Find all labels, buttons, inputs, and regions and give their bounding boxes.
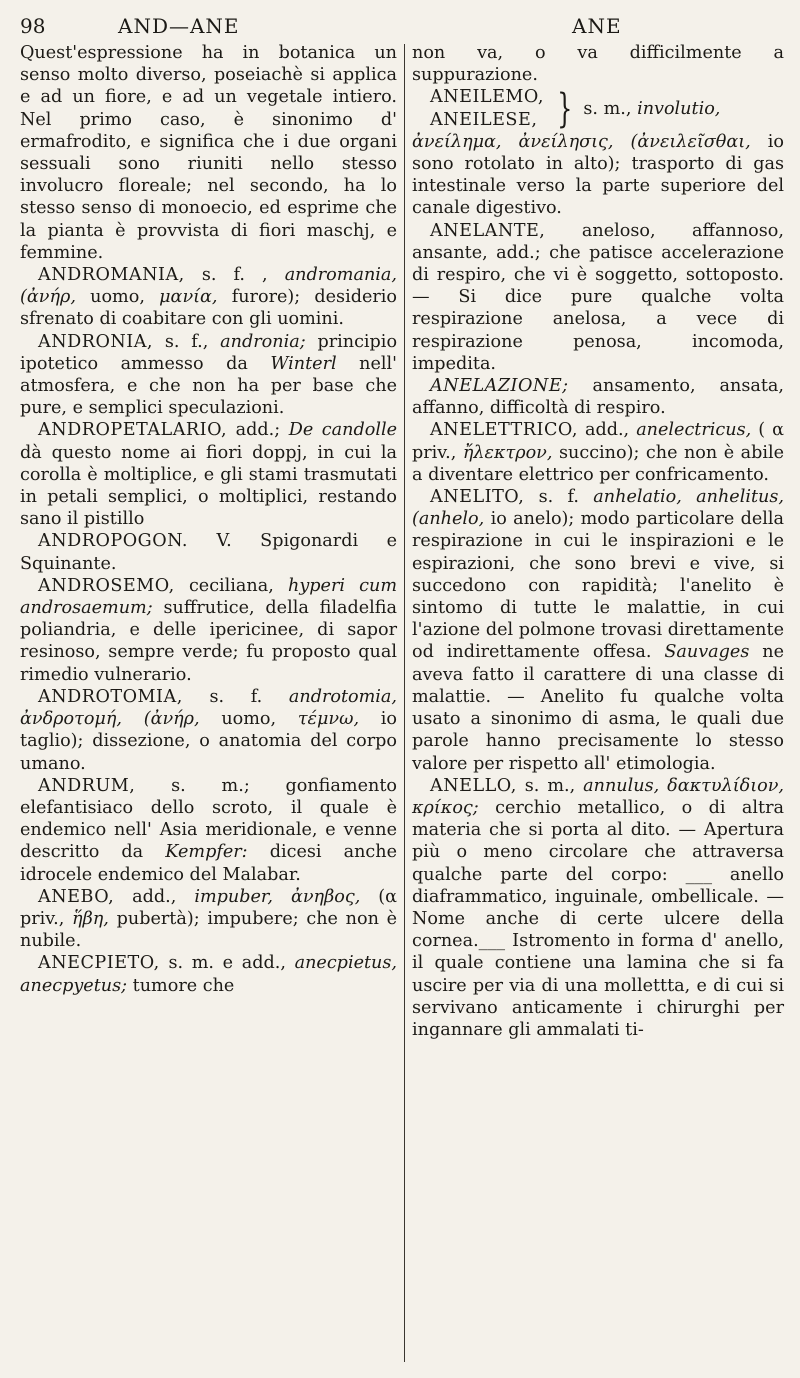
entry-androtomia: ANDROTOMIA, s. f. androtomia, ἀνδροτομή, (ἀνήρ, uomo, τέμνω, io taglio); dissezione, o anatomia del corpo umano. xyxy=(20,686,398,774)
continued-paragraph: non va, o va difficilmente a suppurazione. xyxy=(412,43,784,86)
continued-paragraph: Quest'espressione ha in botanica un senso molto diverso, poseiachè si applica e ad un fiore, e ad un vegetale intiero. Nel primo caso, è sinonimo d' ermafrodito, e significa che i due organi sessuali sono riuniti nello stesso involucro floreale; nel secondo, ha lo stesso senso di monoecio, ed esprime che la pianta è provvista di fiori maschj, e femmine. xyxy=(20,43,397,263)
entry-androsemo: ANDROSEMO, ceciliana, hyperi cum androsaemum; suffrutice, della filadelfia poliandria, e delle ipericinee, di sapor resinoso, sempre verde; fu proposto qual rimedio vulnerario. xyxy=(20,575,398,685)
entry-anelazione: ANELAZIONE; ansamento, ansata, affanno, difficoltà di respiro. xyxy=(412,376,784,419)
entry-anebo: ANEBO, add., impuber, ἀνηβος, (α priv., ἥβη, pubertà); impubere; che non è nubile. xyxy=(20,886,398,952)
headword: ANEILESE, xyxy=(430,109,538,130)
headword: ANEILEMO, xyxy=(430,87,544,108)
headword: ANDROTOMIA, xyxy=(38,686,183,707)
entry-anelito: ANELITO, s. f. anhelatio, anhelitus, (anhelo, io anelo); modo particolare della respirazione in cui le inspirazioni e le espirazioni, che sono brevi e vive, si succedono con rapidità; l'anelito è sintomo di tutte le malattie, in cui l'azione del polmone trovasi direttamente od indirettamente offesa. Sauvages ne aveva fatto il carattere di una classe di malattie. — Anelito fu qualche volta usato a sinonimo di asma, le quali due parole hanno precisamente lo stesso valore per rispetto all' etimologia. xyxy=(412,487,785,774)
headword: ANELETTRICO, xyxy=(430,420,578,441)
headword: ANDRONIA, xyxy=(38,331,154,352)
page-number: 98 xyxy=(20,14,46,38)
headword: ANELANTE, xyxy=(430,220,546,241)
headword: ANDROPOGON. xyxy=(38,531,188,552)
page-header xyxy=(0,14,800,44)
headword: ANDROPETALARIO, xyxy=(38,420,228,441)
brace-glyph: } xyxy=(557,85,573,132)
headword: ANELITO, xyxy=(430,487,525,508)
headword: ANDROSEMO, xyxy=(38,575,175,596)
headword: ANDROMANIA, xyxy=(38,265,185,286)
entry-anecpieto: ANECPIETO, s. m. e add., anecpietus, anecpyetus; tumore che xyxy=(20,953,398,996)
headword: ANEBO, xyxy=(38,886,115,907)
entry-andropogon: ANDROPOGON. V. Spigonardi e Squinante. xyxy=(20,531,397,574)
right-column xyxy=(412,42,784,1041)
right-running-head: ANE xyxy=(572,14,622,38)
entry-andronia: ANDRONIA, s. f., andronia; principio ipotetico ammesso da Winterl nell' atmosfera, e che non ha per base che pure, e semplici speculazioni. xyxy=(20,331,398,419)
headword: ANELAZIONE; xyxy=(430,376,569,397)
headword: ANDRUM, xyxy=(38,775,136,796)
left-running-head: AND—ANE xyxy=(118,14,240,38)
entry-anello: ANELLO, s. m., annulus, δακτυλίδιον, κρίκος; cerchio metallico, o di altra materia che si porta al dito. — Apertura più o meno circolare che attraversa qualche parte del corpo: ___ anello diaframmatico, inguinale, ombellicale. — Nome anche di certe ulcere della cornea.___ Istromento in forma d' anello, il quale contiene una lamina che si fa uscire per via di una mollettta, e di cui si servivano anticamente i chirurghi per ingannare gli ammalati ti- xyxy=(412,775,785,1040)
entry-andropetalario: ANDROPETALARIO, add.; De candolle dà questo nome ai fiori doppj, in cui la corolla è moltiplice, e gli stami trasmutati in petali semplici, o moltiplici, restando sano il pistillo xyxy=(20,420,398,530)
entry-anelettrico: ANELETTRICO, add., anelectricus, ( α priv., ἤλεκτρον, succino); che non è abile a diventare elettrico per confricamento. xyxy=(412,420,785,485)
entry-aneilemo-body: ἀνείλημα, ἀνείλησις, (ἀνειλεῖσθαι, io sono rotolato in alto); trasporto di gas intestinale verso la parte superiore del canale digestivo. xyxy=(412,131,785,219)
column-divider xyxy=(404,44,405,1362)
headword: ANECPIETO, xyxy=(38,953,160,974)
entry-andromania: ANDROMANIA, s. f. , andromania, (ἀνήρ, uomo, μανία, furore); desiderio sfrenato di coabitare con gli uomini. xyxy=(20,265,398,330)
headword: ANELLO, xyxy=(430,775,517,796)
entry-aneilemo-aneilese: ANEILEMO, ANEILESE, } s. m., involutio, xyxy=(430,85,721,132)
entry-anelante: ANELANTE, aneloso, affannoso, ansante, add.; che patisce accelerazione di respiro, che vi è soggetto, sottoposto. — Si dice pure qualche volta respirazione anelosa, a vece di respirazione penosa, incomoda, impedita. xyxy=(412,220,784,374)
left-column xyxy=(20,42,397,997)
entry-andrum: ANDRUM, s. m.; gonfiamento elefantisiaco dello scroto, il quale è endemico nell' Asia meridionale, e venne descritto da Kempfer: dicesi anche idrocele endemico del Malabar. xyxy=(20,775,398,885)
